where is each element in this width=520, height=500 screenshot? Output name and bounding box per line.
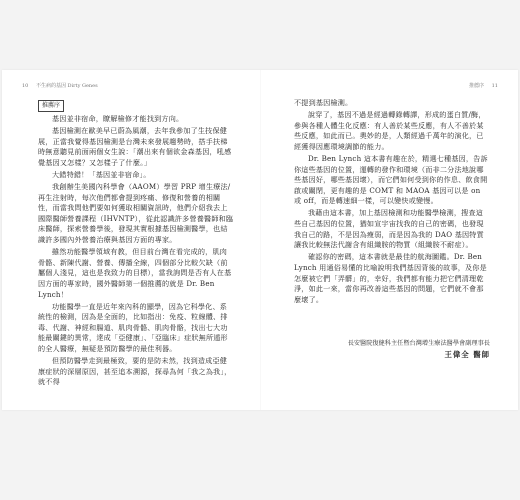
signature-name: 王偉全 醫師 xyxy=(444,350,490,359)
paragraph: 確認你的密碼，這本書就是最佳的航海圖鑑。Dr. Ben Lynch 用通俗易懂的比喻說明我們基因背後的故事，及你是怎麼被它們「弄髒」的，幸好，我們都有能力把它們清理乾淨，如此一來，當你再改善這些基因的問題，它們就不會那麼壞了。 xyxy=(294,252,487,304)
paragraph: 我創辦生美國內科學會（AAOM）學習 PRP 增生療法/再生注射時，每次他們都會提到疼痛、修復和營養的相關性，而當我問他們要如何獲取相關資訊時，他們介紹我去上國際醫師營養課程（IHVNTP），從此認識許多營養醫師和臨床醫師，探索營養學後，發現其實根據基因檢測醫學，也結識許多國內外營養治療與基因方面的專家。 xyxy=(38,182,234,245)
left-running-head xyxy=(16,82,98,89)
paragraph: 雖然功能醫學領域有教，但目前台灣在看完成的，肌肉骨骼、新陳代謝、營養、傳播全線，四個部分比較欠缺（前屬個人淺見，這也是我致力的目標），當我詢問是否有人在基因方面的專家時，國外醫師第一個推薦的就是 Dr. Ben Lynch！ xyxy=(38,247,232,299)
left-page-number: 10 xyxy=(22,83,29,89)
paragraph: Dr. Ben Lynch 這本書有趣在於，精選七種基因，告訴你這些基因的位置，運轉的發作和環境（而非二分法地說哪些基因好，哪些基因壞），而它們如何受到你的作息、飲食開啟或關閉，更有趣的是 COMT 和 MAOA 基因可以是 on 或 off，而是轉速細一樣，可以變快或變慢。 xyxy=(294,153,488,206)
paragraph: 說穿了，基因不過是經過轉錄轉譯，形成的蛋白質/酶，參與各種人體生化反應：有人善於某些反應，有人不善於某些反應，如此而已。奧妙的是，人類經過千萬年的演化，已經獲得因應環境調節的能力。 xyxy=(294,110,486,151)
right-page-body xyxy=(294,98,490,307)
book-spread xyxy=(2,70,518,410)
right-running-head xyxy=(469,82,504,89)
right-page-number: 11 xyxy=(491,83,498,89)
paragraph: 我藉由這本書，加上基因檢測和功能醫學檢測，搜查這些自己基因的位置，猶如宣宇宙找我的自己的密碼，也發現我自己的路，不是因為瘦弱，而是因為我的 DAO 基因特質讓我比較無法代謝含有組織胺的物質（組織胺不耐症）。 xyxy=(294,208,484,250)
left-page-body xyxy=(38,114,234,389)
paragraph: 基因並非宿命，瞭解檢修才能找到方向。 xyxy=(52,114,184,123)
signature-block xyxy=(294,338,490,360)
right-running-title: 推薦序 xyxy=(469,83,485,89)
left-running-title: 不生病的基因 Dirty Genes xyxy=(35,83,98,89)
paragraph: 功能醫學一直是近年來內科的顯學，因為它科學化、系統性的檢測，因為是全面的，比如指出：免疫、粒線體、排毒、代謝、神經和腸道、肌肉骨骼、肌肉骨骼，找出七大功能最關鍵的異常，達成「亞健康」、「亞臨床」症狀無所遁形的全人醫療，無疑是預防醫學的最佳利器。 xyxy=(38,301,228,353)
signature-affiliation: 長安醫院復健科主任暨台灣增生療法醫學會副理事長 xyxy=(347,340,490,347)
paragraph: 但預防醫學走到最極致，要的是防未然，找到造成亞健康症狀的深層原因，甚至追本溯源，探尋為何「我之為我」，就不得 xyxy=(38,356,232,387)
paragraph: 不提到基因檢測。 xyxy=(294,98,353,107)
paragraph: 大錯特錯！「基因並非宿命」。 xyxy=(52,169,151,179)
paragraph: 基因檢測在歐美早已蔚為風潮，去年我參加了生技保健展，正當我覺得基因檢測是台灣未來發展趨勢時，搭手扶梯時無意聽見前面兩個女生說：「潮出來有個欲金森基因，吼感覺基因又怎樣？又怎樣子了什麼。」 xyxy=(38,126,232,167)
section-tag: 推薦序 xyxy=(38,100,64,112)
book-gutter xyxy=(260,70,261,410)
